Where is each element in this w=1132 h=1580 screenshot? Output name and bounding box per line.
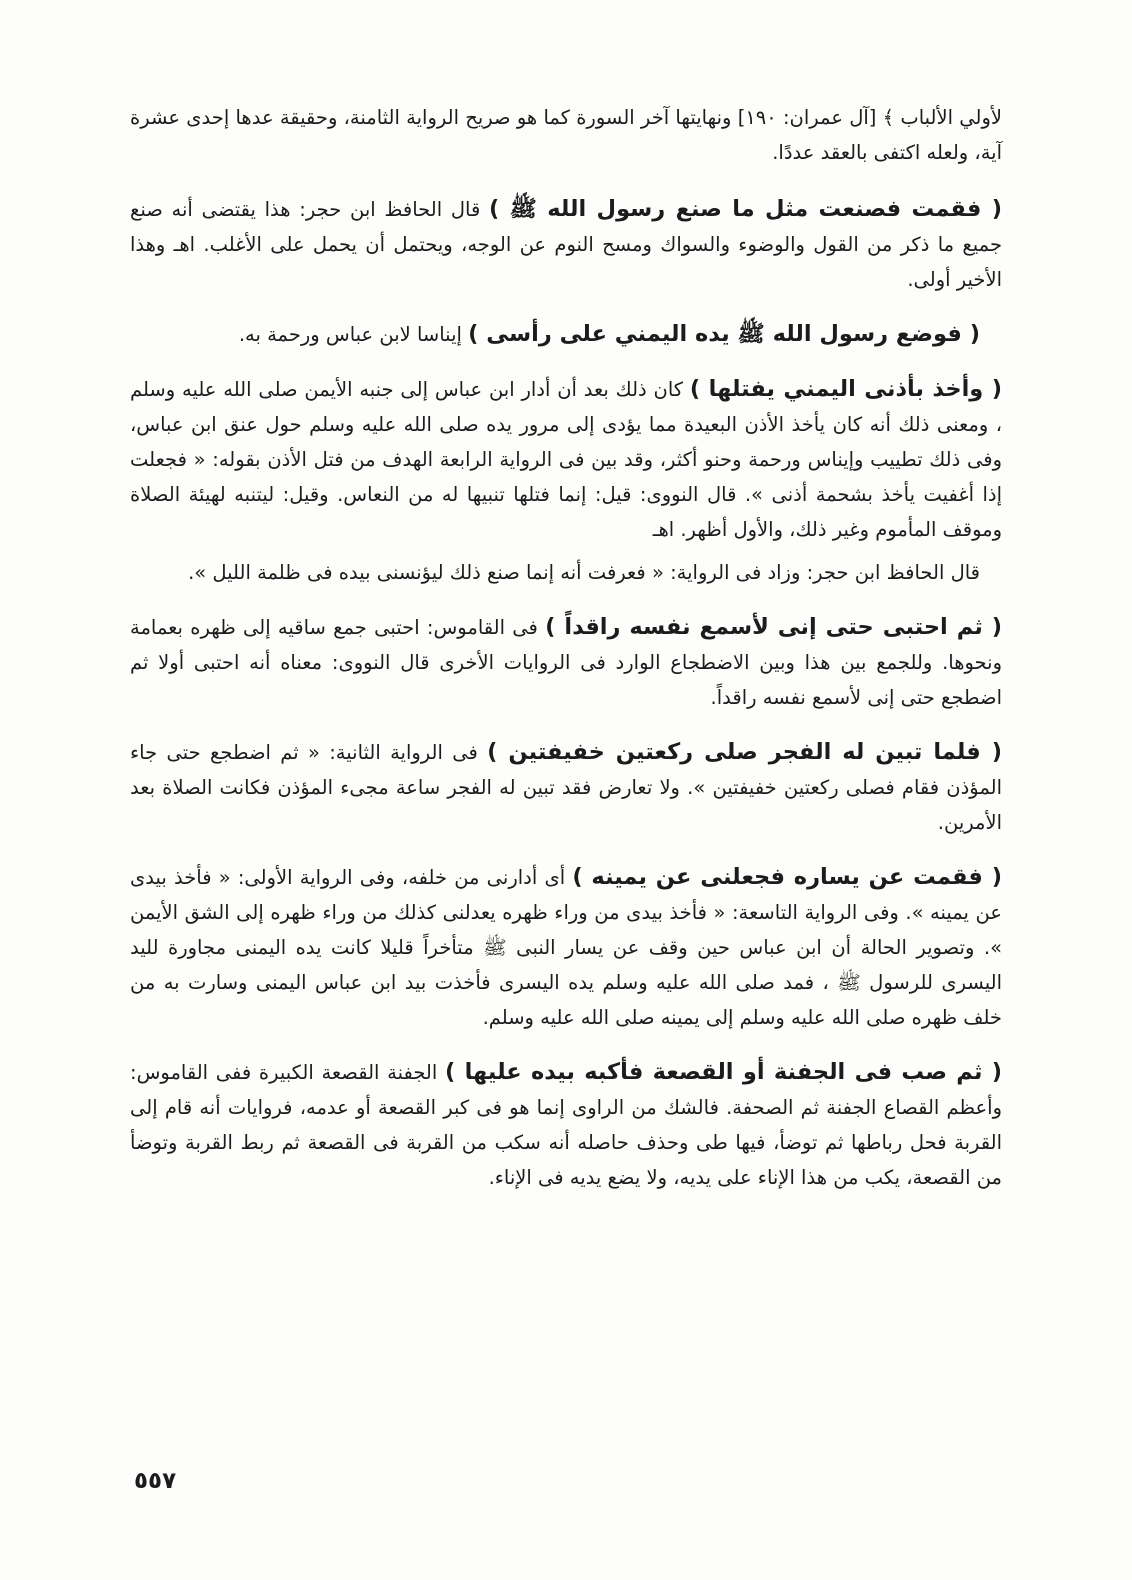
paragraph-7-lead: ( فلما تبين له الفجر صلى ركعتين خفيفتين ) xyxy=(487,739,1003,765)
paragraph-3-lead: ( فوضع رسول الله ﷺ يده اليمني على رأسى ) xyxy=(468,321,980,347)
paragraph-1-body: لأولي الألباب ﴾ [آل عمران: ١٩٠] ونهايتها آخر السورة كما هو صريح الرواية الثامنة، وحقيقة عدها إحدى عشرة آية، ولعله اكتفى بالعقد عددًا. xyxy=(130,106,1003,164)
paragraph-3 xyxy=(130,317,1002,352)
paragraph-8-lead: ( فقمت عن يساره فجعلنى عن يمينه ) xyxy=(572,864,1002,890)
paragraph-4-body: كان ذلك بعد أن أدار ابن عباس إلى جنبه الأيمن صلى الله عليه وسلم ، ومعنى ذلك أنه كان يأخذ الأذن البعيدة مما يؤدى إلى مرور يده صلى الله عليه وسلم حول عنق ابن عباس، وفى ذلك تطييب وإيناس ورحمة وحنو أكثر، وقد بين فى الرواية الرابعة الهدف من فتل الأذن بقوله: « فجعلت إذا أغفيت يأخذ بشحمة أذنى ». قال النووى: قيل: إنما فتلها تنبيها له من النعاس. وقيل: ليتنبه لهيئة الصلاة وموقف المأموم وغير ذلك، والأول أظهر. اهـ xyxy=(130,378,1002,541)
paragraph-6-lead: ( ثم احتبى حتى إنى لأسمع نفسه راقداً ) xyxy=(545,614,1002,640)
paragraph-8 xyxy=(130,860,1002,1035)
page-body xyxy=(130,100,1002,1215)
paragraph-4 xyxy=(130,372,1002,547)
paragraph-7 xyxy=(130,735,1002,840)
paragraph-9-lead: ( ثم صب فى الجفنة أو القصعة فأكبه بيده عليها ) xyxy=(445,1059,1003,1085)
paragraph-2-body: قال الحافظ ابن حجر: هذا يقتضى أنه صنع جميع ما ذكر من القول والوضوء والسواك ومسح النوم عن الوجه، ويحتمل أن يحمل على الأغلب. اهـ وهذا الأخير أولى. xyxy=(130,198,1002,291)
paragraph-1 xyxy=(130,100,1002,170)
paragraph-5 xyxy=(130,555,1002,590)
paragraph-2 xyxy=(130,192,1002,297)
paragraph-6 xyxy=(130,610,1002,715)
paragraph-2-lead: ( فقمت فصنعت مثل ما صنع رسول الله ﷺ ) xyxy=(489,196,1002,222)
paragraph-9-body: الجفنة القصعة الكبيرة ففى القاموس: وأعظم القصاع الجفنة ثم الصحفة. فالشك من الراوى إنما هو فى كبر القصعة أو عدمه، فروايات أنه قام إلى القربة فحل رباطها ثم توضأ، فيها طى وحذف حاصله أنه سكب من القربة فى القصعة ثم ربط القربة وتوضأ من القصعة، يكب من هذا الإناء على يديه، ولا يضع يديه فى الإناء. xyxy=(130,1061,1002,1189)
paragraph-4-lead: ( وأخذ بأذنى اليمني يفتلها ) xyxy=(689,376,1002,402)
paragraph-7-body: فى الرواية الثانية: « ثم اضطجع حتى جاء المؤذن فقام فصلى ركعتين خفيفتين ». ولا تعارض فقد تبين له الفجر ساعة مجىء المؤذن فكانت الصلاة بعد الأمرين. xyxy=(130,741,1002,834)
paragraph-8-body: أى أدارنى من خلفه، وفى الرواية الأولى: « فأخذ بيدى عن يمينه ». وفى الرواية التاسعة: « فأخذ بيدى من وراء ظهره يعدلنى كذلك من وراء ظهره إلى الشق الأيمن ». وتصوير الحالة أن ابن عباس حين وقف عن يسار النبى ﷺ متأخراً قليلا كانت يده اليمنى مجاورة لليد اليسرى للرسول ﷺ ، فمد صلى الله عليه وسلم يده اليسرى فأخذت بيد ابن عباس اليمنى وسارت به من خلف ظهره صلى الله عليه وسلم إلى يمينه صلى الله عليه وسلم. xyxy=(130,866,1002,1029)
paragraph-5-body: قال الحافظ ابن حجر: وزاد فى الرواية: « فعرفت أنه إنما صنع ذلك ليؤنسنى بيده فى ظلمة الليل ». xyxy=(188,561,980,584)
paragraph-6-body: فى القاموس: احتبى جمع ساقيه إلى ظهره بعمامة ونحوها. وللجمع بين هذا وبين الاضطجاع الوارد فى الروايات الأخرى قال النووى: معناه أنه احتبى أولا ثم اضطجع حتى إنى لأسمع نفسه راقداً. xyxy=(130,616,1002,709)
page-number: ٥٥٧ xyxy=(134,1468,177,1494)
paragraph-9 xyxy=(130,1055,1002,1195)
paragraph-3-body: إيناسا لابن عباس ورحمة به. xyxy=(238,323,462,346)
